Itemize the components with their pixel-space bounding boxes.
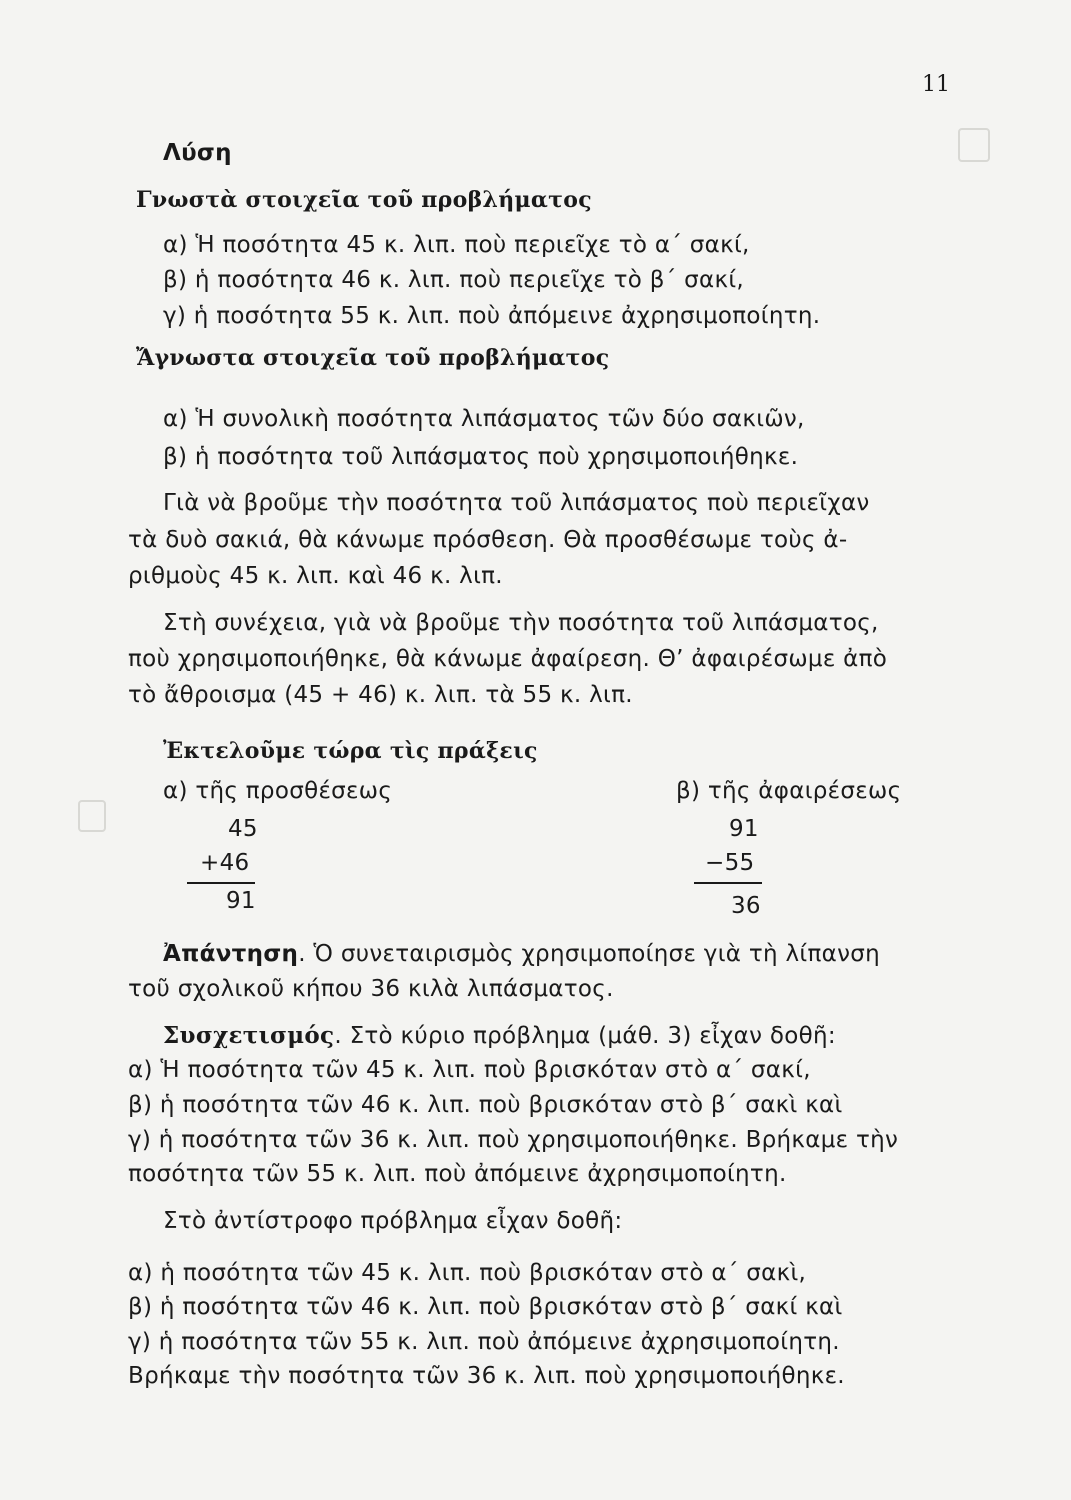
addition-label: α) τῆς προσθέσεως bbox=[163, 778, 393, 804]
correlation-item: ποσότητα τῶν 55 κ. λιπ. ποὺ ἀπόμεινε ἀχρησιμοποίητη. bbox=[128, 1161, 787, 1187]
paragraph-line: τὸ ἄθροισμα (45 + 46) κ. λιπ. τὰ 55 κ. λιπ. bbox=[128, 682, 633, 708]
unknown-item: β) ἡ ποσότητα τοῦ λιπάσματος ποὺ χρησιμοποιήθηκε. bbox=[163, 444, 799, 470]
operations-title: Ἐκτελοῦμε τώρα τὶς πράξεις bbox=[163, 738, 538, 764]
paragraph-line: ποὺ χρησιμοποιήθηκε, θὰ κάνωμε ἀφαίρεση. Θ’ ἀφαιρέσωμε ἀπὸ bbox=[128, 646, 888, 672]
addition-top: 45 bbox=[228, 816, 258, 842]
known-item: γ) ἡ ποσότητα 55 κ. λιπ. ποὺ ἀπόμεινε ἀχρησιμοποίητη. bbox=[163, 303, 821, 329]
correlation-item: α) Ἡ ποσότητα τῶν 45 κ. λιπ. ποὺ βρισκόταν στὸ α΄ σακί, bbox=[128, 1057, 811, 1083]
paragraph-line: ριθμοὺς 45 κ. λιπ. καὶ 46 κ. λιπ. bbox=[128, 563, 503, 589]
addition-result: 91 bbox=[226, 888, 256, 914]
addition-second: +46 bbox=[200, 850, 250, 876]
inverse-item: Βρήκαμε τὴν ποσότητα τῶν 36 κ. λιπ. ποὺ χρησιμοποιήθηκε. bbox=[128, 1363, 845, 1389]
subtraction-label: β) τῆς ἀφαιρέσεως bbox=[676, 778, 902, 804]
inverse-item: α) ἡ ποσότητα τῶν 45 κ. λιπ. ποὺ βρισκόταν στὸ α΄ σακὶ, bbox=[128, 1260, 807, 1286]
paragraph-line: τὰ δυὸ σακιά, θὰ κάνωμε πρόσθεση. Θὰ προσθέσωμε τοὺς ἀ- bbox=[128, 527, 848, 553]
subtraction-second: −55 bbox=[705, 850, 755, 876]
subtraction-top: 91 bbox=[729, 816, 759, 842]
binding-mark bbox=[78, 800, 106, 832]
binding-mark bbox=[958, 128, 990, 162]
inverse-intro: Στὸ ἀντίστροφο πρόβλημα εἶχαν δοθῆ: bbox=[163, 1208, 623, 1234]
addition-rule bbox=[187, 882, 255, 884]
known-item: β) ἡ ποσότητα 46 κ. λιπ. ποὺ περιεῖχε τὸ β΄ σακί, bbox=[163, 267, 745, 293]
correlation-text: . Στὸ κύριο πρόβλημα (μάθ. 3) εἶχαν δοθῆ: bbox=[334, 1023, 836, 1049]
subtraction-rule bbox=[694, 882, 762, 884]
correlation-item: γ) ἡ ποσότητα τῶν 36 κ. λιπ. ποὺ χρησιμοποιήθηκε. Βρήκαμε τὴν bbox=[128, 1127, 899, 1153]
unknown-title: Ἄγνωστα στοιχεῖα τοῦ προβλήματος bbox=[136, 345, 610, 371]
inverse-item: γ) ἡ ποσότητα τῶν 55 κ. λιπ. ποὺ ἀπόμεινε ἀχρησιμοποίητη. bbox=[128, 1329, 840, 1355]
inverse-item: β) ἡ ποσότητα τῶν 46 κ. λιπ. ποὺ βρισκόταν στὸ β΄ σακί καὶ bbox=[128, 1294, 843, 1320]
answer-label: Ἀπάντηση bbox=[163, 941, 299, 967]
known-title: Γνωστὰ στοιχεῖα τοῦ προβλήματος bbox=[136, 187, 592, 213]
answer-text: . Ὁ συνεταιρισμὸς χρησιμοποίησε γιὰ τὴ λίπανση bbox=[298, 941, 881, 967]
answer-line: τοῦ σχολικοῦ κήπου 36 κιλὰ λιπάσματος. bbox=[128, 976, 614, 1002]
correlation-label: Συσχετισμός bbox=[163, 1022, 335, 1049]
subtraction-result: 36 bbox=[731, 893, 761, 919]
paragraph-line: Στὴ συνέχεια, γιὰ νὰ βροῦμε τὴν ποσότητα τοῦ λιπάσματος, bbox=[163, 610, 879, 636]
correlation-item: β) ἡ ποσότητα τῶν 46 κ. λιπ. ποὺ βρισκόταν στὸ β΄ σακὶ καὶ bbox=[128, 1092, 843, 1118]
unknown-item: α) Ἡ συνολικὴ ποσότητα λιπάσματος τῶν δύο σακιῶν, bbox=[163, 406, 805, 432]
correlation-line bbox=[163, 1022, 836, 1049]
known-item: α) Ἡ ποσότητα 45 κ. λιπ. ποὺ περιεῖχε τὸ α΄ σακί, bbox=[163, 232, 750, 258]
answer-line bbox=[163, 941, 880, 967]
section-heading: Λύση bbox=[163, 140, 232, 166]
page-number: 11 bbox=[922, 72, 950, 97]
paragraph-line: Γιὰ νὰ βροῦμε τὴν ποσότητα τοῦ λιπάσματος ποὺ περιεῖχαν bbox=[163, 490, 870, 516]
